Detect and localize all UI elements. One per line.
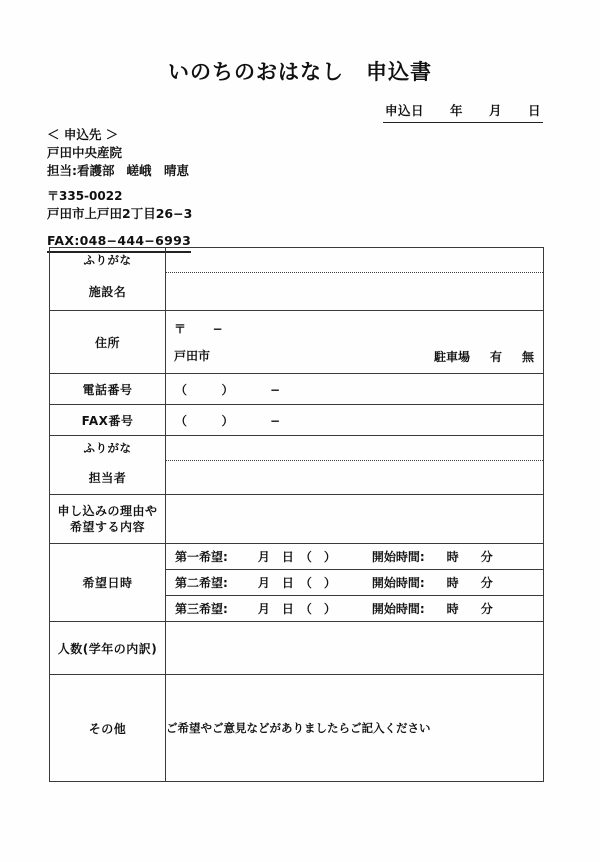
table-row-facility-name: [50, 272, 544, 311]
table-row-contact-person: [50, 460, 544, 495]
row-value-headcount[interactable]: [166, 622, 544, 675]
sender-address-block: [47, 126, 192, 253]
table-row-tel: [50, 374, 544, 405]
row-label-facility-name: 施設名: [50, 272, 166, 311]
fax-paren-close: ）: [221, 413, 235, 428]
preference-month-3: 月: [257, 602, 270, 616]
preference-start-label-1: 開始時間:: [371, 550, 425, 564]
other-note: ご希望やご意見などがありましたらご記入ください: [166, 721, 431, 735]
table-row-fax: [50, 405, 544, 436]
preference-hour-1: 時: [446, 550, 459, 564]
preference-day-1: 日: [281, 550, 294, 564]
table-row-furigana-contact: [50, 436, 544, 461]
preference-day-3: 日: [281, 602, 294, 616]
preference-subtable: [166, 544, 543, 621]
table-row-preferred-datetime: [50, 544, 544, 622]
preference-row-2[interactable]: [166, 570, 543, 596]
table-row-address: [50, 311, 544, 374]
preference-month-1: 月: [257, 550, 270, 564]
row-value-fax[interactable]: [166, 405, 544, 436]
zip-dash: −: [212, 322, 224, 336]
parking-option-no[interactable]: 無: [521, 350, 534, 364]
table-row-headcount: [50, 622, 544, 675]
sender-contact-name: 嵯峨 晴恵: [126, 162, 190, 178]
row-value-tel[interactable]: [166, 374, 544, 405]
parking-option-yes[interactable]: 有: [489, 350, 502, 364]
parking-label: 駐車場: [433, 350, 470, 364]
spacer: [47, 179, 192, 188]
application-date-label: 申込日: [384, 103, 424, 118]
preference-weekday-2: （ ）: [299, 576, 336, 590]
preference-rank-2: 第二希望:: [175, 576, 228, 590]
row-label-reason-line2: 希望する内容: [69, 520, 145, 534]
row-value-furigana-contact[interactable]: [166, 436, 544, 461]
sender-contact-prefix: 担当:看護部: [47, 162, 115, 178]
address-city-prefix: 戸田市: [174, 349, 211, 363]
row-label-other: その他: [50, 675, 166, 782]
row-label-preferred-datetime: 希望日時: [50, 544, 166, 622]
row-value-facility-name[interactable]: [166, 272, 544, 311]
application-date-month: 月: [488, 103, 502, 118]
row-label-contact-person: 担当者: [50, 460, 166, 495]
preference-day-2: 日: [281, 576, 294, 590]
application-form-table: [49, 247, 544, 782]
page-title: いのちのおはなし 申込書: [168, 60, 432, 84]
preference-minute-3: 分: [480, 602, 493, 616]
application-date-line: [383, 101, 543, 123]
preference-hour-3: 時: [446, 602, 459, 616]
row-value-other[interactable]: [166, 675, 544, 782]
table-row-other: [50, 675, 544, 782]
fax-paren-open: （: [175, 413, 188, 428]
sender-contact-line: [47, 162, 192, 180]
row-label-tel: 電話番号: [50, 374, 166, 405]
sender-postal-code: 〒335-0022: [47, 189, 123, 204]
preference-hour-2: 時: [446, 576, 459, 590]
row-value-contact-person[interactable]: [166, 460, 544, 495]
preference-minute-1: 分: [480, 550, 493, 564]
row-value-address[interactable]: [166, 311, 544, 374]
row-label-furigana-facility: ふりがな: [50, 248, 166, 273]
row-label-furigana-contact: ふりがな: [50, 436, 166, 461]
sender-address: 戸田市上戸田2丁目26−3: [47, 206, 193, 222]
row-label-headcount: 人数(学年の内訳): [50, 622, 166, 675]
preference-start-label-2: 開始時間:: [371, 576, 425, 590]
table-row-reason: [50, 495, 544, 544]
row-value-preferred-datetime: [166, 544, 544, 622]
preference-cell-1[interactable]: [166, 544, 543, 570]
tel-paren-close: ）: [221, 382, 235, 397]
tel-placeholder-line: [166, 381, 543, 398]
row-label-reason-line1: 申し込みの理由や: [57, 503, 158, 518]
tel-paren-open: （: [175, 382, 188, 397]
row-value-reason[interactable]: [166, 495, 544, 544]
preference-rank-3: 第三希望:: [175, 602, 228, 616]
preference-minute-2: 分: [480, 576, 493, 590]
zip-mark: 〒: [174, 322, 187, 336]
parking-field[interactable]: [434, 348, 534, 365]
preference-cell-3[interactable]: [166, 596, 543, 622]
preference-month-2: 月: [257, 576, 270, 590]
address-zip-line: [174, 320, 535, 337]
preference-weekday-1: （ ）: [299, 550, 336, 564]
application-date-day: 日: [527, 103, 541, 118]
preference-cell-2[interactable]: [166, 570, 543, 596]
fax-hyphen: −: [270, 413, 281, 428]
address-cell-inner: [166, 314, 543, 370]
preference-rank-1: 第一希望:: [175, 550, 228, 564]
row-label-fax: FAX番号: [50, 405, 166, 436]
tel-hyphen: −: [270, 382, 281, 397]
table-row-furigana-facility: [50, 248, 544, 273]
sender-heading: ＜ 申込先 ＞: [47, 127, 119, 142]
fax-placeholder-line: [166, 412, 543, 429]
preference-row-3[interactable]: [166, 596, 543, 622]
row-label-address: 住所: [50, 311, 166, 374]
sender-fax: FAX:048−444−6993: [47, 232, 191, 253]
preference-weekday-3: （ ）: [299, 602, 336, 616]
preference-row-1[interactable]: [166, 544, 543, 570]
sender-organization: 戸田中央産院: [47, 144, 123, 160]
preference-start-label-3: 開始時間:: [371, 602, 425, 616]
row-value-furigana-facility[interactable]: [166, 248, 544, 273]
row-label-reason: [50, 495, 166, 544]
application-date-year: 年: [449, 103, 463, 118]
